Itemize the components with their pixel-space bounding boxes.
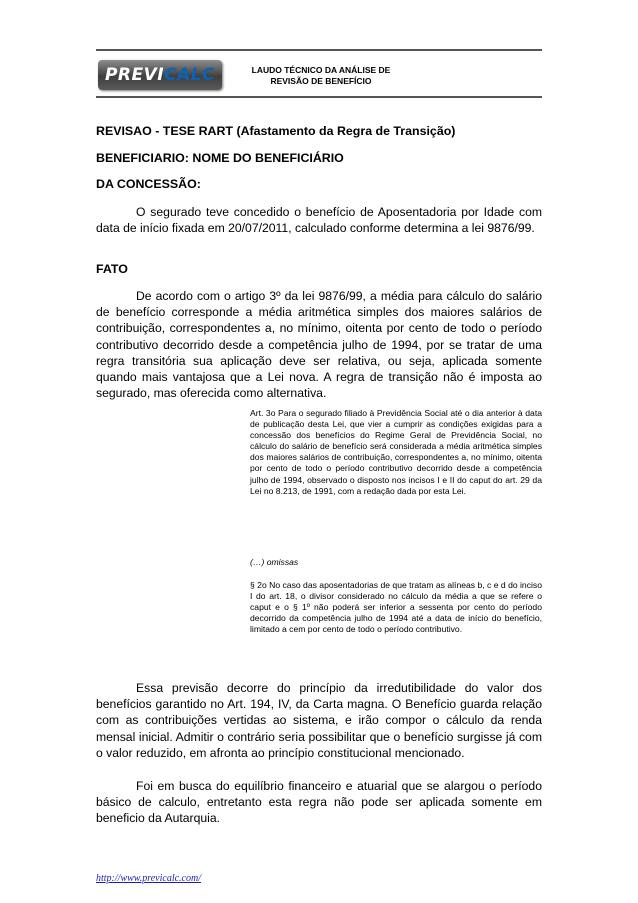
fato-section bbox=[96, 288, 542, 401]
concessao-heading: DA CONCESSÃO: bbox=[96, 177, 201, 191]
header-title-line1: LAUDO TÉCNICO DA ANÁLISE DE bbox=[251, 65, 391, 75]
header-bottom-rule bbox=[96, 96, 542, 98]
previsao-paragraph: Essa previsão decorre do princípio da irredutibilidade do valor dos benefícios garantido no Art. 194, IV, da Carta magna. O Benefício guarda relação com as contribuições vertidas ao sistema, e irão compor o cálculo da renda mensal inicial. Admitir o contrário seria possibilitar que o benefício surgisse já com o valor reduzido, em afronta ao princípio constitucional mencionado. bbox=[96, 681, 542, 760]
law-quote-paragraph2 bbox=[250, 580, 542, 635]
previcalc-logo bbox=[98, 60, 222, 90]
fato-heading-block bbox=[96, 262, 542, 276]
logo-text-calc: CALC bbox=[164, 65, 216, 85]
concessao-section bbox=[96, 204, 542, 236]
header-title-line2: REVISÃO DE BENEFÍCIO bbox=[270, 76, 372, 86]
equilibrio-paragraph: Foi em busca do equilíbrio financeiro e atuarial que se alargou o período básico de calculo, entretanto esta regra não pode ser aplicada somente em beneficio da Autarquia. bbox=[96, 779, 542, 826]
beneficiario-block bbox=[96, 151, 542, 165]
equilibrio-section bbox=[96, 778, 542, 827]
header-title bbox=[232, 65, 410, 87]
previsao-section bbox=[96, 680, 542, 761]
logo-text-previ: PREVI bbox=[104, 65, 165, 85]
law-quote-paragraph2-text: § 2o No caso das aposentadorias de que tratam as alíneas b, c e d do inciso I do art. 18, o divisor considerado no cálculo da média a que se refere o caput e o § 1º não poderá ser inferior a sessenta por cento do período decorrido da competência julho de 1994 até a data de início do benefício, limitado a cem por cento de todo o período contributivo. bbox=[250, 580, 542, 635]
law-quote-omissas bbox=[250, 557, 542, 568]
header-top-rule bbox=[96, 49, 542, 51]
concessao-paragraph: O segurado teve concedido o benefício de Aposentadoria por Idade com data de início fixada em 20/07/2011, calculado conforme determina a lei 9876/99. bbox=[96, 205, 542, 236]
footer-website-link[interactable]: http://www.previcalc.com/ bbox=[96, 873, 201, 884]
beneficiario-line: BENEFICIARIO: NOME DO BENEFICIÁRIO bbox=[96, 151, 344, 165]
fato-paragraph: De acordo com o artigo 3º da lei 9876/99, a média para cálculo do salário de benefício corresponde a média aritmética simples dos maiores salários de contribuição, correspondentes a, no mínimo, oitenta por cento de todo o período contributivo decorrido desde a competência julho de 1994, por se tratar de uma regra transitória sua aplicação deve ser relativa, ou seja, aplicada somente quando mais vantajosa que a Lei nova. A regra de transição não é imposta ao segurado, mas oferecida como alternativa. bbox=[96, 289, 542, 401]
document-title: REVISAO - TESE RART (Afastamento da Regra de Transição) bbox=[96, 124, 456, 138]
fato-heading: FATO bbox=[96, 262, 128, 276]
law-quote-omissas-text: (…) omissas bbox=[250, 557, 299, 567]
document-title-block bbox=[96, 124, 542, 138]
concessao-heading-block bbox=[96, 177, 542, 191]
law-quote-art3-text: Art. 3o Para o segurado filiado à Previdência Social até o dia anterior à data de publicação desta Lei, que vier a cumprir as condições exigidas para a concessão dos benefícios do Regime Geral de Previdência Social, no cálculo do salário de benefício será considerada a média aritmética simples dos maiores salários de contribuição, correspondentes a, no mínimo, oitenta por cento de todo o período contributivo decorrido desde a competência julho de 1994, observado o disposto nos incisos I e II do caput do art. 29 da Lei no 8.213, de 1991, com a redação dada por esta Lei. bbox=[250, 408, 542, 496]
law-quote-art3 bbox=[250, 408, 542, 497]
